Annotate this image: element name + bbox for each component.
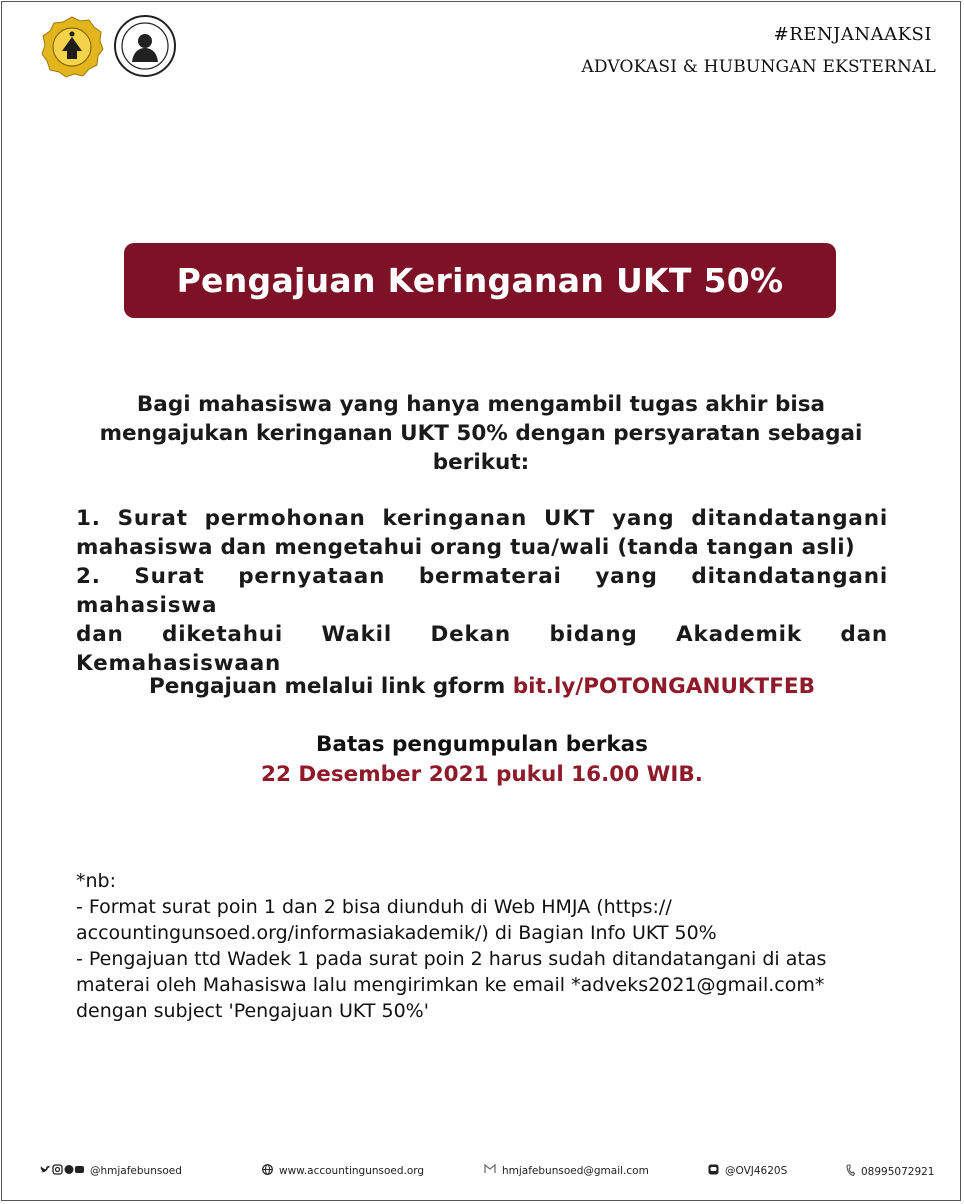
footer-contacts: [0, 1160, 964, 1184]
intro-line: berikut:: [432, 450, 530, 475]
hmj-akuntansi-logo: [113, 14, 177, 78]
note-line: - Format surat poin 1 dan 2 bisa diunduh di Web HMJA (https://: [76, 896, 672, 918]
deadline-date: 22 Desember 2021 pukul 16.00 WIB.: [261, 762, 703, 787]
deadline-block: [0, 730, 964, 790]
intro-line: mengajukan keringanan UKT 50% dengan persyaratan sebagai: [99, 421, 863, 446]
gform-link[interactable]: bit.ly/POTONGANUKTFEB: [512, 674, 815, 699]
requirement-line: dan diketahui Wakil Dekan bidang Akademik dan: [76, 622, 888, 647]
title-banner: [124, 243, 836, 318]
footer-line-id: @OVJ4620S: [725, 1165, 788, 1177]
intro-paragraph: [70, 390, 892, 477]
note-line: - Pengajuan ttd Wadek 1 pada surat poin 2 harus sudah ditandatangani di atas: [76, 948, 827, 970]
notes-heading: *nb:: [76, 870, 117, 892]
footer-email-text: hmjafebunsoed@gmail.com: [502, 1164, 649, 1177]
deadline-label: Batas pengumpulan berkas: [316, 732, 648, 757]
submission-line: [0, 674, 964, 699]
line-icon: [708, 1164, 719, 1178]
requirement-line: 1. Surat permohonan keringanan UKT yang ditandatangani: [76, 506, 888, 531]
requirements-list: [76, 504, 888, 678]
note-line: dengan subject 'Pengajuan UKT 50%': [76, 1000, 429, 1022]
footer-website-text: www.accountingunsoed.org: [279, 1165, 425, 1177]
social-icons: [40, 1164, 84, 1178]
department-name: ADVOKASI & HUBUNGAN EKSTERNAL: [581, 57, 936, 77]
globe-icon: [262, 1164, 273, 1178]
footer-social[interactable]: [40, 1164, 182, 1178]
page-title: Pengajuan Keringanan UKT 50%: [176, 261, 784, 300]
footer-website[interactable]: [262, 1164, 424, 1178]
footer-phone[interactable]: [846, 1164, 935, 1179]
footer-line[interactable]: [708, 1164, 787, 1178]
notes-section: [76, 868, 916, 1024]
requirement-line: mahasiswa dan mengetahui orang tua/wali (tanda tangan asli): [76, 535, 856, 560]
footer-social-handle: @hmjafebunsoed: [90, 1165, 182, 1177]
requirement-line: Kemahasiswaan: [76, 651, 282, 676]
mail-icon: [484, 1164, 496, 1177]
hashtag: #RENJANAAKSI: [773, 24, 932, 45]
note-line: accountingunsoed.org/informasiakademik/) di Bagian Info UKT 50%: [76, 922, 717, 944]
submission-prefix: Pengajuan melalui link gform: [148, 674, 506, 699]
university-logo: [40, 15, 104, 79]
intro-line: Bagi mahasiswa yang hanya mengambil tugas akhir bisa: [136, 392, 826, 417]
footer-email[interactable]: [484, 1164, 649, 1177]
requirement-line: 2. Surat pernyataan bermaterai yang ditandatangani mahasiswa: [76, 564, 888, 618]
note-line: materai oleh Mahasiswa lalu mengirimkan ke email *adveks2021@gmail.com*: [76, 974, 825, 996]
phone-icon: [846, 1164, 855, 1179]
footer-phone-number: 08995072921: [861, 1165, 935, 1178]
